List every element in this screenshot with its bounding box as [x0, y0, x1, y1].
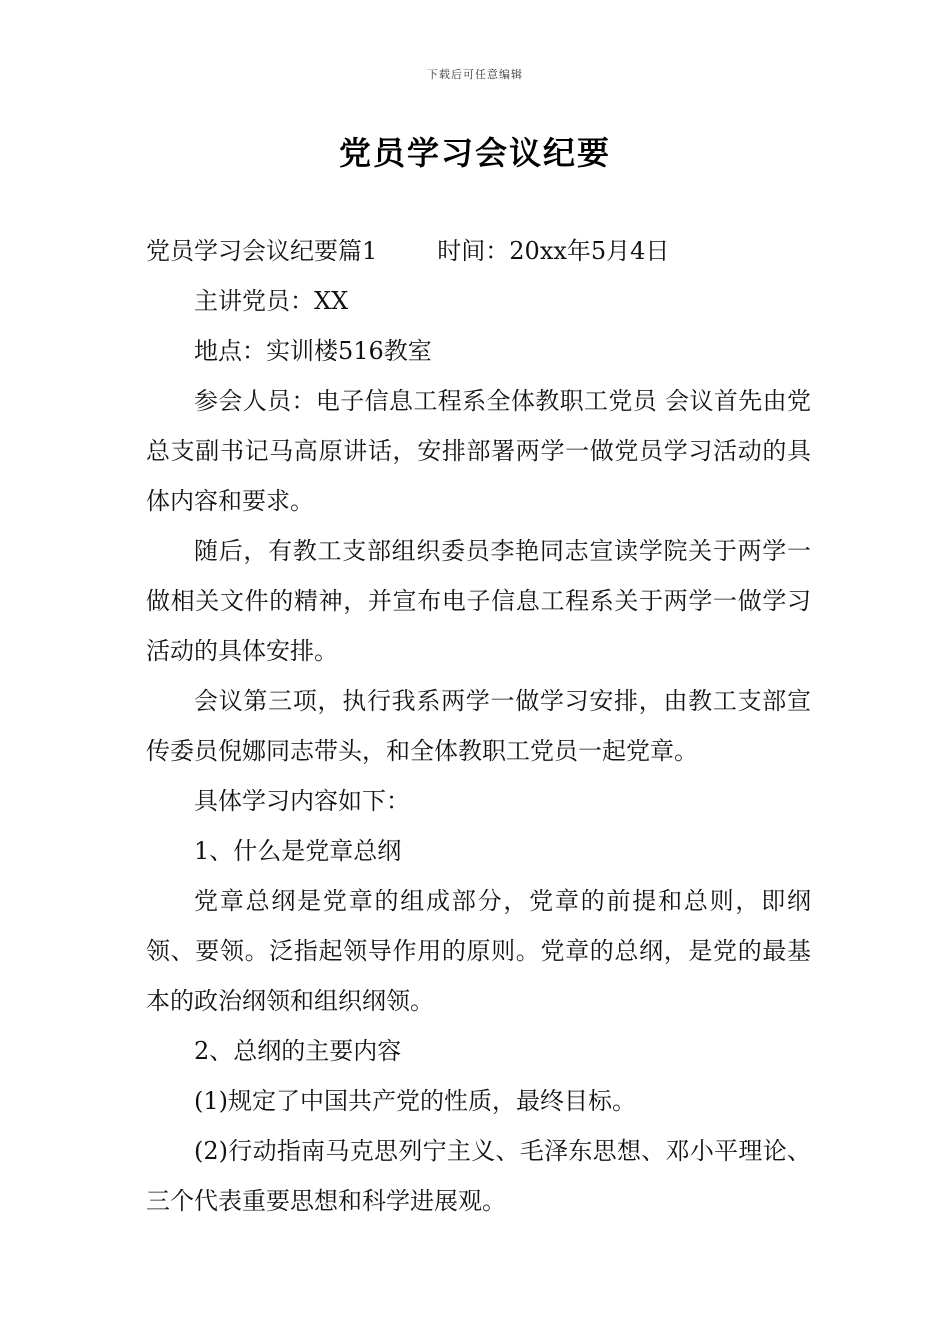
paragraph-sub-1: (1)规定了中国共产党的性质，最终目标。	[194, 1087, 636, 1115]
paragraph-reading: 随后，有教工支部组织委员李艳同志宣读学院关于两学一做相关文件的精神，并宣布电子信息工程系关于两学一做学习活动的具体安排。	[146, 537, 811, 665]
paragraph-sub-2: (2)行动指南马克思列宁主义、毛泽东思想、邓小平理论、三个代表重要思想和科学进展观。	[146, 1137, 811, 1215]
section-heading: 党员学习会议纪要篇1	[146, 237, 378, 265]
page-header-note: 下载后可任意编辑	[427, 68, 523, 81]
paragraph-attendees: 参会人员：电子信息工程系全体教职工党员 会议首先由党总支副书记马高原讲话，安排部署两学一做党员学习活动的具体内容和要求。	[146, 387, 811, 515]
paragraph-location: 地点：实训楼516教室	[194, 337, 432, 365]
document-title: 党员学习会议纪要	[338, 134, 611, 172]
paragraph-general-outline: 党章总纲是党章的组成部分，党章的前提和总则，即纲领、要领。泛指起领导作用的原则。党章的总纲，是党的最基本的政治纲领和组织纲领。	[146, 887, 811, 1015]
meeting-time: 时间：20xx年5月4日	[437, 237, 670, 265]
paragraph-third-item: 会议第三项，执行我系两学一做学习安排，由教工支部宣传委员倪娜同志带头，和全体教职工党员一起党章。	[146, 687, 811, 765]
paragraph-item-1: 1、什么是党章总纲	[194, 837, 402, 865]
paragraph-speaker: 主讲党员：XX	[194, 287, 349, 315]
paragraph-content-intro: 具体学习内容如下：	[194, 787, 410, 815]
paragraph-item-2: 2、总纲的主要内容	[194, 1037, 402, 1065]
first-line	[146, 226, 811, 276]
document-body	[146, 226, 811, 1226]
